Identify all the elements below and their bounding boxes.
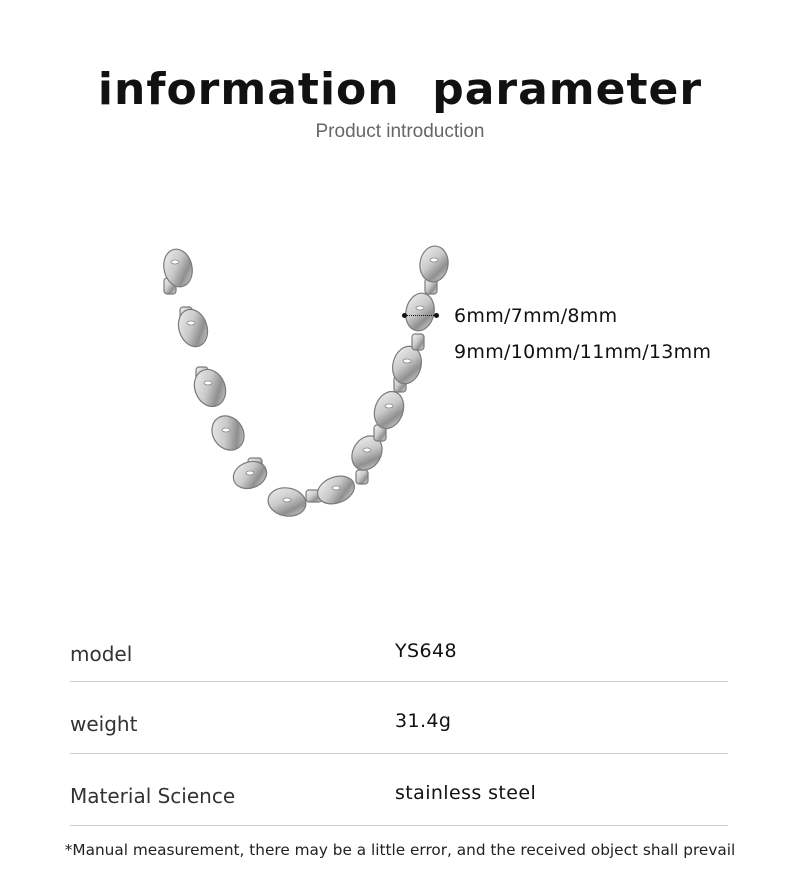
page-title: information parameter	[97, 64, 703, 115]
spec-label: weight	[70, 712, 138, 736]
chain-necklace-image	[150, 240, 470, 540]
measurement-disclaimer: *Manual measurement, there may be a little error, and the received object shall prevail	[64, 841, 736, 859]
size-indicator-dot	[434, 313, 439, 318]
size-indicator-dot	[402, 313, 407, 318]
size-options-line-2: 9mm/10mm/11mm/13mm	[454, 341, 712, 363]
spec-table	[70, 610, 728, 826]
row-divider	[70, 825, 728, 826]
spec-value: YS648	[395, 640, 457, 662]
spec-value: stainless steel	[395, 782, 537, 804]
spec-row-material	[70, 754, 728, 826]
spec-value: 31.4g	[395, 710, 452, 732]
size-options-line-1: 6mm/7mm/8mm	[454, 305, 618, 327]
spec-label: Material Science	[70, 784, 236, 808]
spec-label: model	[70, 642, 133, 666]
spec-row-weight	[70, 682, 728, 754]
page-subtitle: Product introduction	[315, 121, 485, 142]
spec-row-model	[70, 610, 728, 682]
size-indicator-line	[404, 315, 438, 316]
